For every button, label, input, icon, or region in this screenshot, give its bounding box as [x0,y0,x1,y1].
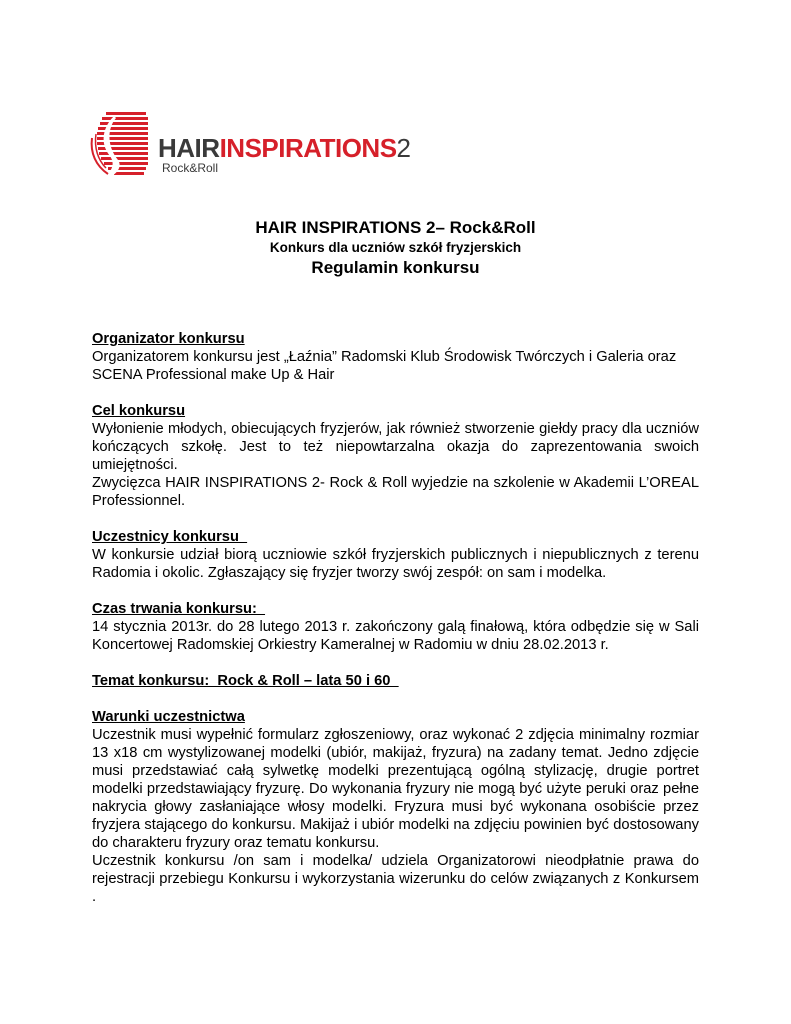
logo-hair-text: HAIR [158,133,220,163]
logo-subtitle: Rock&Roll [162,161,219,175]
section-title-goal: Cel konkursu [92,403,186,419]
document-body [92,330,699,906]
logo-wordmark [158,133,411,175]
section-title-organizer: Organizator konkursu [92,331,245,347]
organizer-paragraph: SCENA Professional make Up & Hair [92,367,335,383]
duration-paragraph: 14 stycznia 2013r. do 28 lutego 2013 r. zakończony galą finałową, która odbędzie się w Sali Koncertowej Radomskiej Orkiestry Kameralnej w Radomiu w dniu 28.02.2013 r. [92,619,699,653]
document-heading: HAIR INSPIRATIONS 2– Rock&Roll [255,218,536,237]
logo-title [158,133,411,163]
section-title-conditions: Warunki uczestnictwa [92,709,245,725]
logo-number-text: 2 [396,133,411,163]
organizer-paragraph: Organizatorem konkursu jest „Łaźnia” Radomski Klub Środowisk Twórczych i Galeria oraz [92,349,677,365]
section-title-duration: Czas trwania konkursu: [92,601,266,617]
goal-paragraph: Wyłonienie młodych, obiecujących fryzjerów, jak również stworzenie giełdy pracy dla uczniów kończących szkołę. Jest to też niepowtarzalna okazja do zaprezentowania swoich umiejętności. [92,421,699,473]
conditions-paragraph: Uczestnik musi wypełnić formularz zgłoszeniowy, oraz wykonać 2 zdjęcia minimalny rozmiar 13 x18 cm wystylizowanej modelki (ubiór, makijaż, fryzura) na zadany temat. Jedno zdjęcie musi przedstawiać całą sylwetkę modelki prezentującą ogólną stylizację, drugie portret modelki przedstawiający fryzurę. Do wykonania fryzury nie mogą być użyte peruki oraz pełne nakrycia głowy zasłaniające włosy modelki. Fryzura musi być wykonana osobiście przez fryzjera stającego do konkursu. Makijaż i ubiór modelki na zdjęciu powinien być dostosowany do charakteru fryzury oraz tematu konkursu. [92,727,699,851]
conditions-paragraph: Uczestnik konkursu /on sam i modelka/ udziela Organizatorowi nieodpłatnie prawa do rejestracji przebiegu Konkursu i wykorzystania wizerunku do celów związanych z Konkursem . [92,853,699,905]
document-title: Regulamin konkursu [311,258,480,277]
goal-paragraph: Zwycięzca HAIR INSPIRATIONS 2- Rock & Roll wyjedzie na szkolenie w Akademii L’OREAL Professionnel. [92,475,699,509]
document-subheading: Konkurs dla uczniów szkół fryzjerskich [269,240,522,255]
logo-inspirations-text: INSPIRATIONS [219,133,397,163]
section-title-theme: Temat konkursu: Rock & Roll – lata 50 i 60 [92,673,399,689]
participants-paragraph: W konkursie udział biorą uczniowie szkół fryzjerskich publicznych i niepublicznych z terenu Radomia i okolic. Zgłaszający się fryzjer tworzy swój zespół: on sam i modelka. [92,547,699,581]
section-title-participants: Uczestnicy konkursu [92,529,248,545]
